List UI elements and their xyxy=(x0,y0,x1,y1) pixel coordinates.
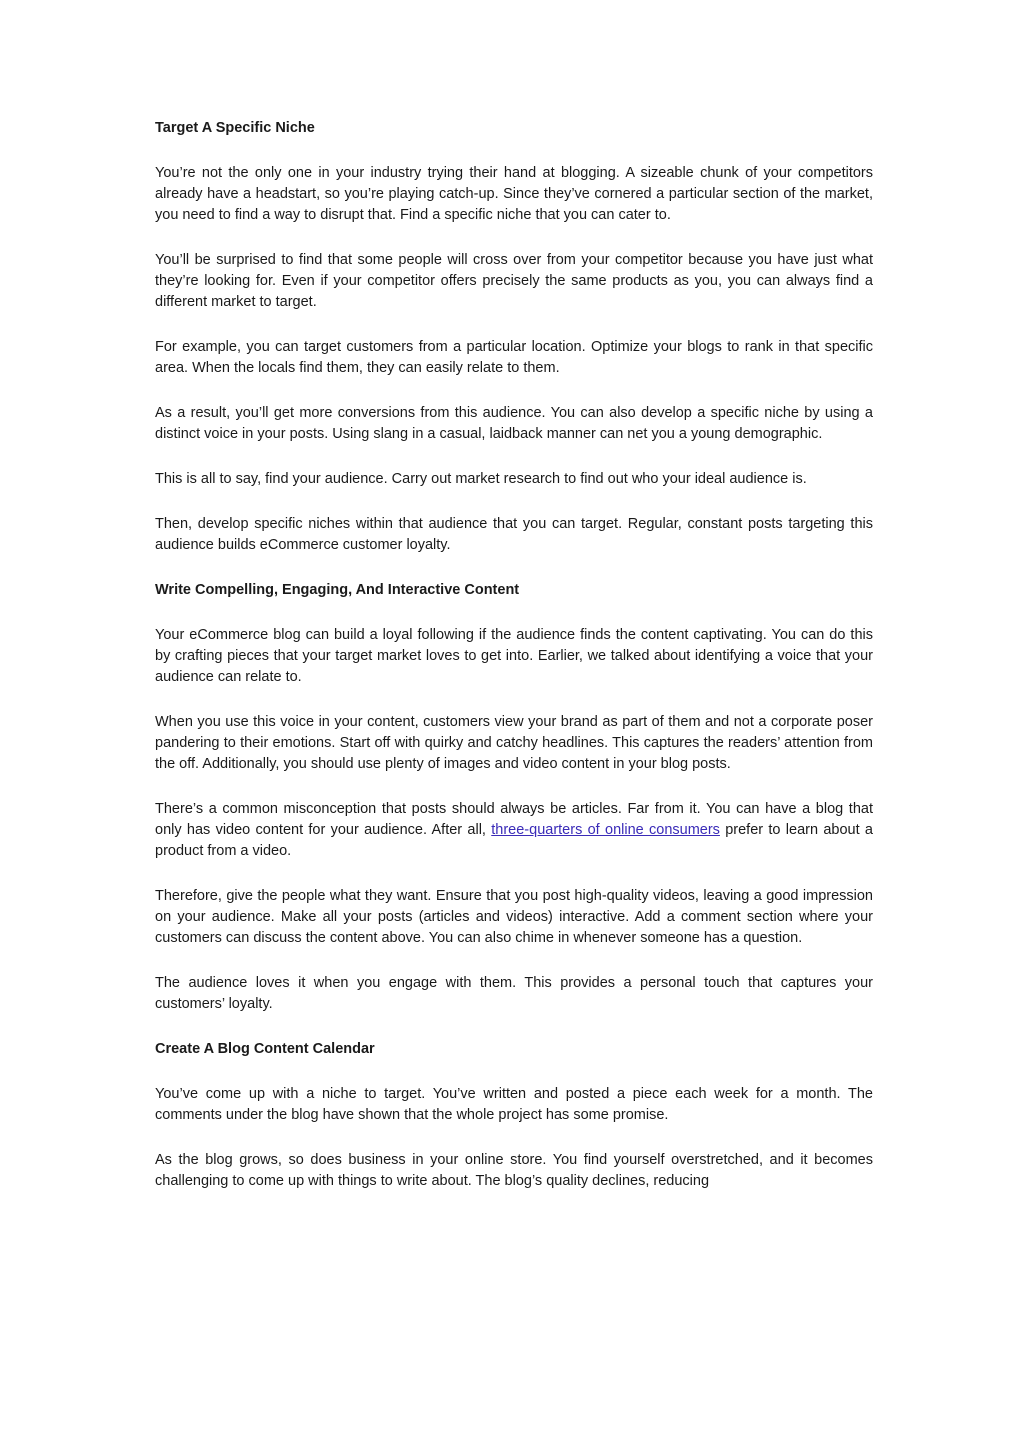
paragraph: This is all to say, find your audience. Carry out market research to find out who your ideal audience is. xyxy=(155,471,807,487)
paragraph: Then, develop specific niches within that audience that you can target. Regular, constant posts targeting this audience builds eCommerce customer loyalty. xyxy=(155,516,873,553)
paragraph: As a result, you’ll get more conversions from this audience. You can also develop a specific niche by using a distinct voice in your posts. Using slang in a casual, laidback manner can net you a young demographic. xyxy=(155,405,873,442)
paragraph: As the blog grows, so does business in your online store. You find yourself overstretched, and it becomes challenging to come up with things to write about. The blog’s quality declines, reducing xyxy=(155,1152,873,1189)
paragraph: You’re not the only one in your industry trying their hand at blogging. A sizeable chunk of your competitors already have a headstart, so you’re playing catch-up. Since they’ve cornered a particular section of the market, you need to find a way to disrupt that. Find a specific niche that you can cater to. xyxy=(155,165,873,223)
document-page xyxy=(155,118,873,1298)
paragraph: The audience loves it when you engage with them. This provides a personal touch that captures your customers’ loyalty. xyxy=(155,975,873,1012)
paragraph: You’ve come up with a niche to target. You’ve written and posted a piece each week for a month. The comments under the blog have shown that the whole project has some promise. xyxy=(155,1086,873,1123)
paragraph: You’ll be surprised to find that some people will cross over from your competitor because you have just what they’re looking for. Even if your competitor offers precisely the same products as you, you can always find a different market to target. xyxy=(155,252,873,310)
paragraph: Your eCommerce blog can build a loyal following if the audience finds the content captivating. You can do this by crafting pieces that your target market loves to get into. Earlier, we talked about identifying a voice that your audience can relate to. xyxy=(155,627,873,685)
section-heading-niche: Target A Specific Niche xyxy=(155,120,315,136)
paragraph-text-after-link: prefer to learn about a product from a video. xyxy=(155,822,873,859)
paragraph: When you use this voice in your content, customers view your brand as part of them and not a corporate poser pandering to their emotions. Start off with quirky and catchy headlines. This captures the readers’ attention from the off. Additionally, you should use plenty of images and video content in your blog posts. xyxy=(155,714,873,772)
consumers-video-link[interactable]: three-quarters of online consumers xyxy=(491,822,720,838)
section-heading-calendar: Create A Blog Content Calendar xyxy=(155,1041,375,1057)
paragraph-with-link xyxy=(155,799,873,862)
section-heading-content: Write Compelling, Engaging, And Interactive Content xyxy=(155,582,520,598)
paragraph: Therefore, give the people what they want. Ensure that you post high-quality videos, leaving a good impression on your audience. Make all your posts (articles and videos) interactive. Add a comment section where your customers can discuss the content above. You can also chime in whenever someone has a question. xyxy=(155,888,873,946)
paragraph: For example, you can target customers from a particular location. Optimize your blogs to rank in that specific area. When the locals find them, they can easily relate to them. xyxy=(155,339,873,376)
paragraph-text-before-link: There’s a common misconception that posts should always be articles. Far from it. You can have a blog that only has video content for your audience. After all, xyxy=(155,801,873,838)
